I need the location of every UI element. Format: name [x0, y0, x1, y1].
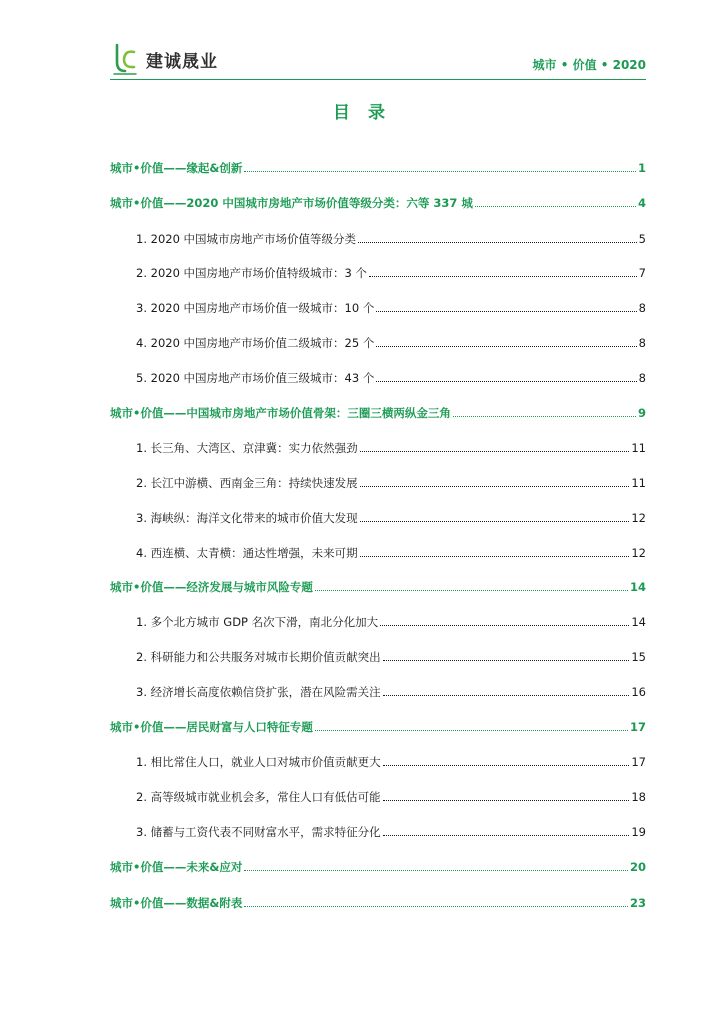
toc-entry-page-number: 11 [631, 441, 646, 455]
toc-entry-chapter[interactable] [110, 190, 646, 210]
toc-entry-section[interactable] [110, 435, 646, 455]
logo-mark-icon [110, 42, 140, 76]
toc-entry-page-number: 18 [631, 790, 646, 804]
toc-entry-label: 5. 2020 中国房地产市场价值三级城市：43 个 [136, 371, 375, 385]
toc-entry-page-number: 8 [638, 301, 646, 315]
toc-entry-label: 城市•价值——居民财富与人口特征专题 [110, 720, 313, 734]
toc-entry-page-number: 11 [631, 476, 646, 490]
toc-entry-label: 城市•价值——中国城市房地产市场价值骨架：三圈三横两纵金三角 [110, 406, 451, 420]
toc-entry-label: 1. 2020 中国城市房地产市场价值等级分类 [136, 232, 357, 246]
toc-dot-leader [244, 906, 628, 907]
company-logo [110, 42, 218, 76]
toc-entry-page-number: 14 [631, 615, 646, 629]
toc-entry-chapter[interactable] [110, 714, 646, 734]
toc-entry-label: 1. 相比常住人口，就业人口对城市价值贡献更大 [136, 755, 381, 769]
toc-entry-label: 3. 海峡纵：海洋文化带来的城市价值大发现 [136, 511, 358, 525]
toc-entry-chapter[interactable] [110, 155, 646, 175]
toc-dot-leader [358, 242, 637, 243]
toc-dot-leader [360, 556, 630, 557]
toc-entry-section[interactable] [110, 819, 646, 839]
header-divider [110, 79, 646, 80]
toc-entry-section[interactable] [110, 330, 646, 350]
toc-dot-leader [315, 590, 628, 591]
toc-entry-page-number: 7 [638, 266, 646, 280]
toc-dot-leader [360, 486, 630, 487]
toc-dot-leader [453, 416, 636, 417]
toc-entry-chapter[interactable] [110, 400, 646, 420]
toc-dot-leader [376, 311, 636, 312]
toc-entry-page-number: 23 [629, 896, 646, 910]
toc-entry-section[interactable] [110, 260, 646, 280]
toc-dot-leader [244, 171, 636, 172]
toc-entry-page-number: 1 [637, 161, 646, 175]
toc-entry-label: 2. 长江中游横、西南金三角：持续快速发展 [136, 476, 358, 490]
toc-entry-section[interactable] [110, 540, 646, 560]
toc-dot-leader [360, 451, 630, 452]
toc-entry-chapter[interactable] [110, 854, 646, 874]
toc-entry-section[interactable] [110, 470, 646, 490]
toc-entry-label: 4. 西连横、太青横：通达性增强，未来可期 [136, 546, 358, 560]
toc-entry-label: 城市•价值——经济发展与城市风险专题 [110, 580, 313, 594]
toc-entry-section[interactable] [110, 505, 646, 525]
toc-entry-page-number: 20 [629, 860, 646, 874]
toc-dot-leader [376, 381, 636, 382]
toc-entry-label: 城市•价值——未来&应对 [110, 860, 243, 874]
toc-dot-leader [383, 660, 630, 661]
toc-entry-page-number: 16 [631, 685, 646, 699]
toc-entry-label: 4. 2020 中国房地产市场价值二级城市：25 个 [136, 336, 375, 350]
toc-entry-section[interactable] [110, 295, 646, 315]
toc-entry-label: 3. 2020 中国房地产市场价值一级城市：10 个 [136, 301, 375, 315]
toc-entry-label: 2. 高等级城市就业机会多，常住人口有低估可能 [136, 790, 381, 804]
toc-entry-page-number: 8 [638, 371, 646, 385]
toc-entry-section[interactable] [110, 749, 646, 769]
toc-entry-page-number: 17 [629, 720, 646, 734]
toc-entry-label: 城市•价值——2020 中国城市房地产市场价值等级分类：六等 337 城 [110, 196, 473, 210]
toc-entry-chapter[interactable] [110, 574, 646, 594]
toc-entry-page-number: 8 [638, 336, 646, 350]
toc-entry-section[interactable] [110, 679, 646, 699]
toc-entry-page-number: 17 [631, 755, 646, 769]
toc-entry-section[interactable] [110, 365, 646, 385]
toc-entry-label: 2. 2020 中国房地产市场价值特级城市：3 个 [136, 266, 368, 280]
toc-entry-label: 城市•价值——缘起&创新 [110, 161, 243, 175]
toc-entry-page-number: 4 [637, 196, 646, 210]
toc-entry-chapter[interactable] [110, 890, 646, 910]
header-series-label: 城市 • 价值 • 2020 [532, 58, 646, 72]
toc-entry-label: 2. 科研能力和公共服务对城市长期价值贡献突出 [136, 650, 381, 664]
toc-entry-section[interactable] [110, 609, 646, 629]
toc-entry-page-number: 19 [631, 825, 646, 839]
toc-dot-leader [383, 835, 630, 836]
toc-dot-leader [380, 625, 629, 626]
toc-entry-page-number: 12 [631, 511, 646, 525]
toc-dot-leader [383, 765, 630, 766]
toc-entry-label: 城市•价值——数据&附表 [110, 896, 243, 910]
toc-entry-label: 1. 长三角、大湾区、京津冀：实力依然强劲 [136, 441, 358, 455]
toc-entry-page-number: 9 [637, 406, 646, 420]
toc-dot-leader [383, 800, 630, 801]
toc-entry-label: 1. 多个北方城市 GDP 名次下滑，南北分化加大 [136, 615, 379, 629]
toc-dot-leader [475, 206, 636, 207]
toc-entry-section[interactable] [110, 784, 646, 804]
toc-entry-page-number: 12 [631, 546, 646, 560]
page-title: 目 录 [333, 103, 391, 123]
toc-dot-leader [244, 870, 628, 871]
toc-entry-label: 3. 经济增长高度依赖信贷扩张，潜在风险需关注 [136, 685, 381, 699]
toc-dot-leader [360, 521, 630, 522]
toc-dot-leader [315, 730, 628, 731]
toc-entry-page-number: 14 [629, 580, 646, 594]
toc-entry-section[interactable] [110, 644, 646, 664]
toc-dot-leader [376, 346, 636, 347]
toc-dot-leader [383, 695, 630, 696]
toc-dot-leader [369, 276, 637, 277]
toc-entry-page-number: 5 [638, 232, 646, 246]
toc-entry-section[interactable] [110, 226, 646, 246]
toc-entry-page-number: 15 [631, 650, 646, 664]
logo-text: 建诚晟业 [146, 51, 218, 72]
toc-entry-label: 3. 储蓄与工资代表不同财富水平，需求特征分化 [136, 825, 381, 839]
page-header [110, 38, 646, 80]
